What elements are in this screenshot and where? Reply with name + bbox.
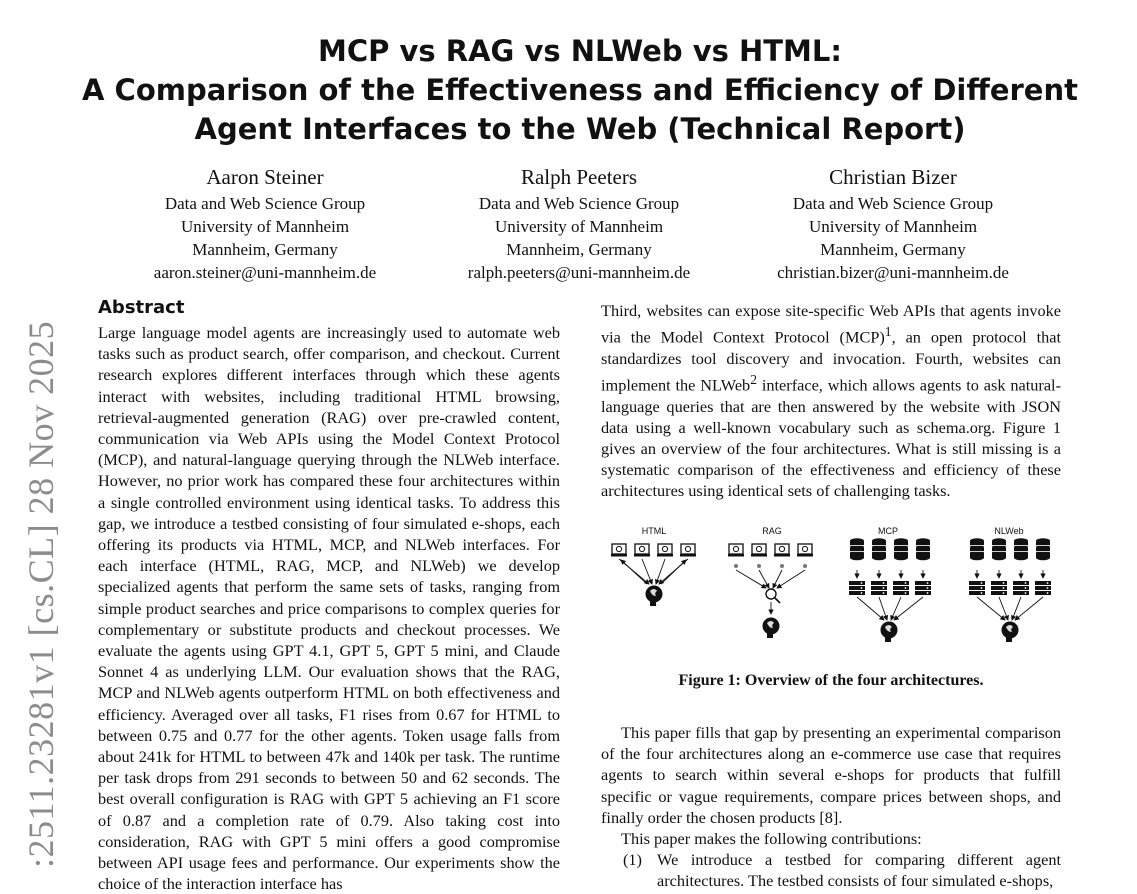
contribution-list-item <box>601 849 1061 891</box>
figure-caption: Figure 1: Overview of the four architectures. <box>678 672 984 689</box>
architecture-figure <box>601 522 1061 657</box>
title-line-2: A Comparison of the Effectiveness and Efficiency of Different <box>82 73 1078 107</box>
abstract-heading: Abstract <box>98 297 185 318</box>
intro-paragraph-2: This paper fills that gap by presenting an experimental comparison of the four architectures along an e-commerce use case that requires agents to search within several e-shops for products that fulfill specific or vague requirements, compare prices between shops, and finally order the chosen products [8]. <box>601 723 1061 827</box>
author-email: christian.bizer@uni-mannheim.de <box>777 263 1009 282</box>
figure-label-nlweb: NLWeb <box>994 526 1024 536</box>
agent-head-icon <box>881 622 898 643</box>
intro-text-c: interface, which allows agents to ask natural-language queries that are then answered by the website with JSON data using a well-known vocabulary such as schema.org. Figure 1 gives an overview of the four architectures. What is still missing is a systematic comparison of the effectiveness and efficiency of these architectures using identical sets of challenging tasks. <box>601 375 1061 501</box>
author-location: Mannheim, Germany <box>820 240 966 259</box>
footnote-mark-2: 2 <box>750 372 757 388</box>
author-email: aaron.steiner@uni-mannheim.de <box>153 263 377 282</box>
figure-label-rag: RAG <box>762 526 782 536</box>
author-name: Ralph Peeters <box>520 165 638 189</box>
author-group: Data and Web Science Group <box>478 194 680 213</box>
footnote-mark-1: 1 <box>884 324 892 340</box>
agent-head-icon <box>763 618 780 639</box>
author-group: Data and Web Science Group <box>792 194 994 213</box>
agent-head-icon <box>646 586 663 607</box>
author-2 <box>414 164 744 284</box>
arxiv-stamp: :2511.23281v1 [cs.CL] 28 Nov 2025 <box>21 320 61 868</box>
author-location: Mannheim, Germany <box>192 240 338 259</box>
mcp-architecture <box>849 538 931 642</box>
intro-text-a: Third, websites can expose site-specific Web APIs that agents invoke via the Model Context Protocol (MCP) <box>601 301 1061 347</box>
nlweb-architecture <box>969 538 1051 642</box>
author-name: Christian Bizer <box>829 165 957 189</box>
intro-paragraph-3: This paper makes the following contributions: <box>621 829 922 849</box>
author-university: University of Mannheim <box>808 217 978 236</box>
search-index-icon <box>766 589 776 599</box>
agent-head-icon <box>1002 622 1019 643</box>
author-3 <box>728 164 1058 284</box>
author-name: Aaron Steiner <box>206 165 324 189</box>
figure-label-mcp: MCP <box>878 526 898 536</box>
list-number: (1) <box>623 850 642 870</box>
title-line-3: Agent Interfaces to the Web (Technical Report) <box>194 112 966 146</box>
paper-title <box>0 32 1137 149</box>
author-1 <box>100 164 430 284</box>
list-text: We introduce a testbed for comparing different agent architectures. The testbed consists of four simulated e-shops, <box>657 850 1061 891</box>
title-line-1: MCP vs RAG vs NLWeb vs HTML: <box>318 34 842 68</box>
figure-label-html: HTML <box>641 526 667 536</box>
rag-architecture <box>728 544 813 638</box>
abstract-text: Large language model agents are increasingly used to automate web tasks such as product search, offer comparison, and checkout. Current research explores different interfaces through which these agents interact with websites, including traditional HTML browsing, retrieval-augmented generation (RAG) over pre-crawled content, communication via Web APIs using the Model Context Protocol (MCP), and natural-language querying through the NLWeb interface. However, no prior work has compared these four architectures within a single controlled environment using identical tasks. To address this gap, we introduce a testbed consisting of four simulated e-shops, each offering its products via HTML, MCP, and NLWeb interfaces. For each interface (HTML, RAG, MCP, and NLWeb) we develop specialized agents that perform the same sets of tasks, ranging from simple product searches and price comparisons to complex queries for complementary or substitute products and checkout processes. We evaluate the agents using GPT 4.1, GPT 5, GPT 5 mini, and Claude Sonnet 4 as underlying LLM. Our evaluation shows that the RAG, MCP and NLWeb agents outperform HTML on both effectiveness and efficiency. Averaged over all tasks, F1 rises from 0.67 for HTML to between 0.75 and 0.77 for the other agents. Token usage falls from about 241k for HTML to between 47k and 140k per task. The runtime per task drops from 291 seconds to between 50 and 62 seconds. The best overall configuration is RAG with GPT 5 achieving an F1 score of 0.87 and a completion rate of 0.79. Also taking cost into consideration, RAG with GPT 5 mini offers a good compromise between API usage fees and performance. Our experiments show the choice of the interaction interface has <box>98 323 560 894</box>
abstract-section <box>98 296 560 894</box>
intro-continuation <box>601 722 1061 892</box>
author-university: University of Mannheim <box>494 217 664 236</box>
author-group: Data and Web Science Group <box>164 194 366 213</box>
intro-text-b: , an open protocol that standardizes tool discovery and invocation. Fourth, websites can implement the NLWeb <box>601 327 1061 395</box>
author-university: University of Mannheim <box>180 217 350 236</box>
intro-paragraph-1 <box>601 300 1061 502</box>
author-location: Mannheim, Germany <box>506 240 652 259</box>
html-architecture <box>611 544 696 606</box>
author-email: ralph.peeters@uni-mannheim.de <box>467 263 691 282</box>
